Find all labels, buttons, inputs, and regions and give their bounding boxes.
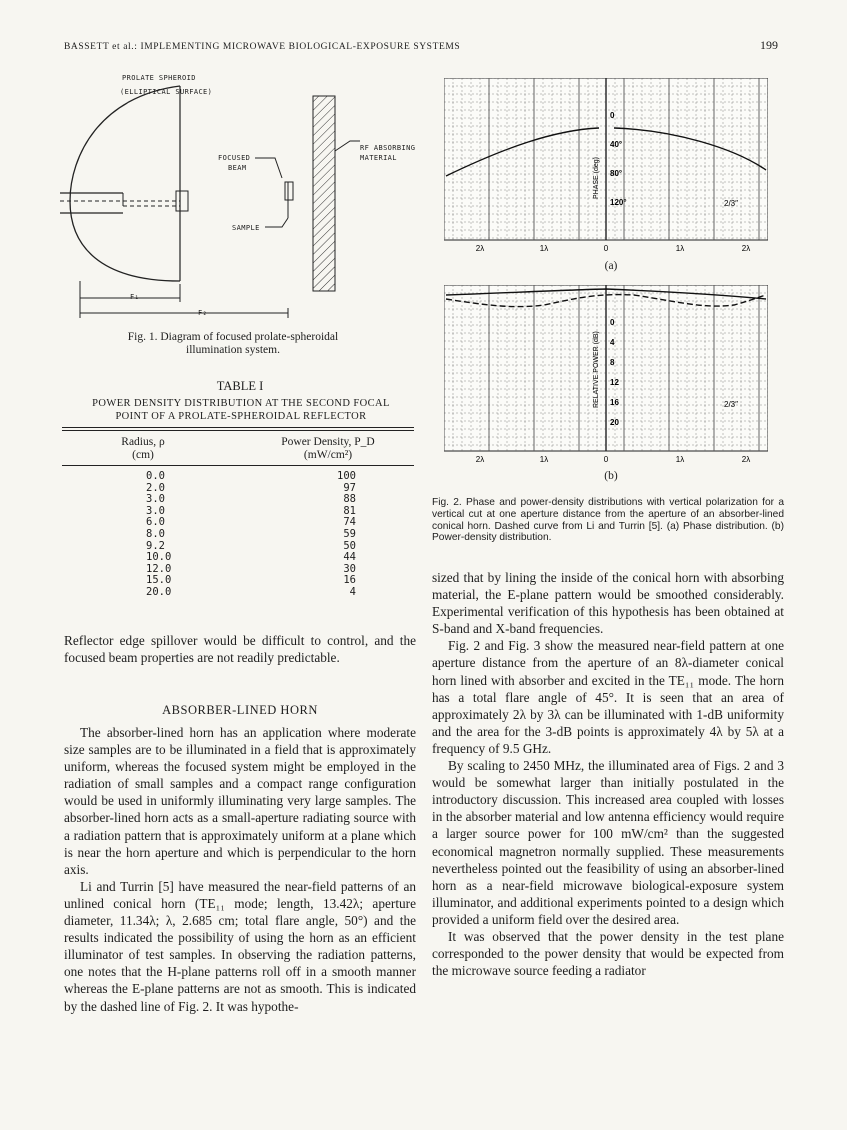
reflector-surface	[70, 86, 180, 281]
focused-label-2: BEAM	[228, 164, 247, 172]
y-tick-label: 4	[610, 338, 615, 347]
y-tick-label: 8	[610, 358, 615, 367]
table-cell-power: 50	[343, 539, 356, 552]
left-column-intro	[64, 632, 416, 666]
running-title: BASSETT et al.: IMPLEMENTING MICROWAVE BIOLOGICAL-EXPOSURE SYSTEMS	[64, 42, 461, 52]
table-cell-radius: 3.0	[146, 504, 165, 517]
table-cell-power: 74	[343, 516, 356, 529]
x-tick-label: 2λ	[475, 455, 485, 464]
y-tick-label: 120°	[610, 198, 627, 207]
table-cell-power: 59	[343, 527, 356, 540]
y-tick-label: 0	[610, 111, 615, 120]
power-column	[316, 471, 356, 599]
fig2a-phase-chart	[444, 78, 768, 254]
y-tick-label: 40°	[610, 140, 623, 149]
scale-annotation: 2/3″	[724, 199, 738, 208]
page-number: 199	[760, 38, 778, 52]
x-tick-label: 0	[603, 244, 609, 253]
y-tick-label: 16	[610, 398, 619, 407]
paragraph: Li and Turrin [5] have measured the near-field patterns of an unlined conical horn (TE₁₁ mode; length, 13.42λ; aperture diameter, 11.34λ; λ, 2.685 cm; total flare angle, 50°) and the results indicated the possibility of using the horn as an efficient illuminator of test samples. In observing the radiation patterns, one notes that the H-plane patterns roll off in a smooth manner whereas the E-plane patterns are not as smooth. This is indicated by the dashed line of Fig. 2. It was hypothe-	[64, 878, 416, 1014]
rf-absorber	[313, 96, 335, 291]
right-column-text	[432, 569, 784, 979]
fig2-caption: Fig. 2. Phase and power-density distributions with vertical polarization for a vertical cut at one aperture distance from the aperture of an absorber-lined conical horn. Dashed curve from Li and Turrin [5]. (a) Phase distribution. (b) Power-density distribution.	[432, 497, 784, 544]
table-cell-radius: 0.0	[146, 470, 165, 482]
table-cell-power: 44	[343, 551, 356, 564]
table-cell-radius: 2.0	[146, 481, 165, 494]
table-cell-power: 100	[337, 470, 356, 482]
f2-label: F₂	[198, 309, 208, 317]
x-tick-label: 0	[603, 455, 609, 464]
table1-label: TABLE I	[216, 379, 264, 393]
elliptical-label: (ELLIPTICAL SURFACE)	[120, 88, 213, 96]
x-tick-label: 1λ	[675, 244, 685, 253]
col-radius-header: Radius, ρ (cm)	[121, 436, 165, 461]
x-tick-label: 2λ	[741, 244, 751, 253]
x-tick-label: 1λ	[539, 455, 549, 464]
prolate-label: PROLATE SPHEROID	[122, 74, 196, 82]
rf-label-2: MATERIAL	[360, 154, 397, 162]
radius-column	[146, 471, 186, 599]
fig1-diagram	[60, 66, 420, 328]
table-cell-radius: 8.0	[146, 527, 165, 540]
col-power-header: Power Density, P_D (mW/cm²)	[281, 436, 375, 461]
table-cell-power: 97	[343, 481, 356, 494]
y-tick-label: 12	[610, 378, 619, 387]
table-cell-power: 30	[343, 562, 356, 575]
fig2b-label: (b)	[604, 470, 618, 482]
table-cell-power: 16	[343, 574, 356, 587]
fig2b-power-chart	[444, 285, 768, 465]
section-heading: ABSORBER-LINED HORN	[162, 703, 318, 717]
table-cell-radius: 6.0	[146, 516, 165, 529]
paragraph: Fig. 2 and Fig. 3 show the measured near-field pattern at one aperture distance from the aperture of an 8λ-diameter conical horn lined with absorber and excited in the TE₁₁ mode. The horn has a total flare angle of 45°. It is seen that an area of approximately 2λ by 3λ can be illuminated with 1-dB uniformity and the area for the 3-dB points is approximately 4λ by 5λ at a frequency of 9.5 GHz.	[432, 638, 784, 756]
y-tick-label: 20	[610, 418, 619, 427]
y-axis-label: PHASE (deg)	[593, 156, 600, 199]
table-cell-power: 81	[343, 504, 356, 517]
y-tick-label: 0	[610, 318, 615, 327]
fig2a-label: (a)	[604, 260, 618, 272]
sample-label: SAMPLE	[232, 224, 260, 232]
x-tick-label: 1λ	[675, 455, 685, 464]
paragraph: The absorber-lined horn has an application where moderate size samples are to be illuminated in a field that is approximately uniform, whereas the focused system might be employed in the radiation of small samples and a compact range configuration would be used in uniformly illuminating very large samples. The absorber-lined horn acts as a small-aperture radiating source with a radiation pattern that is approximately uniform at a plane which is near the horn aperture and which is perpendicular to the horn axis.	[64, 725, 416, 877]
paragraph: Reflector edge spillover would be difficult to control, and the focused beam properties are not readily predictable.	[64, 633, 416, 666]
table-cell-radius: 10.0	[146, 551, 172, 564]
y-tick-label: 80°	[610, 169, 623, 178]
x-tick-label: 2λ	[475, 244, 485, 253]
table-cell-power: 88	[343, 493, 356, 506]
table-cell-radius: 3.0	[146, 493, 165, 506]
f1-label: F₁	[130, 293, 140, 301]
y-axis-label: RELATIVE POWER (dB)	[593, 331, 600, 408]
focused-label-1: FOCUSED	[218, 154, 251, 162]
paragraph: It was observed that the power density in the test plane corresponded to the power density that would be expected from the microwave source feeding a radiator	[432, 928, 784, 979]
left-column-text	[64, 724, 416, 1015]
table-cell-radius: 12.0	[146, 562, 172, 575]
table1-title: POWER DENSITY DISTRIBUTION AT THE SECOND FOCAL POINT OF A PROLATE-SPHEROIDAL REFLECTOR	[92, 398, 390, 422]
table-cell-radius: 9.2	[146, 539, 165, 552]
paragraph: By scaling to 2450 MHz, the illuminated area of Figs. 2 and 3 would be somewhat larger than initially postulated in the introductory discussion. This increased area coupled with losses in the absorber material and low antenna efficiency would require a larger source power for 100 mW/cm² than the suggested economical magnetron normally supplied. These measurements nevertheless pointed out the feasibility of using an absorber-lined horn as a near-field microwave biological-exposure system illuminator, and additional experiments pointed to a design which provided a uniform field over the desired area.	[432, 758, 784, 927]
fig1-caption: Fig. 1. Diagram of focused prolate-spheroidal illumination system.	[127, 331, 339, 356]
table-cell-power: 4	[349, 585, 356, 598]
x-tick-label: 1λ	[539, 244, 549, 253]
table-cell-radius: 20.0	[146, 585, 172, 598]
x-tick-label: 2λ	[741, 455, 751, 464]
table-cell-radius: 15.0	[146, 574, 172, 587]
scale-annotation: 2/3″	[724, 400, 738, 409]
rf-label-1: RF ABSORBING	[360, 144, 416, 152]
paragraph: sized that by lining the inside of the conical horn with absorbing material, the E-plane pattern would be smoothed considerably. Experimental verification of this hypothesis has been obtained at S-band and X-band frequencies.	[432, 570, 784, 637]
